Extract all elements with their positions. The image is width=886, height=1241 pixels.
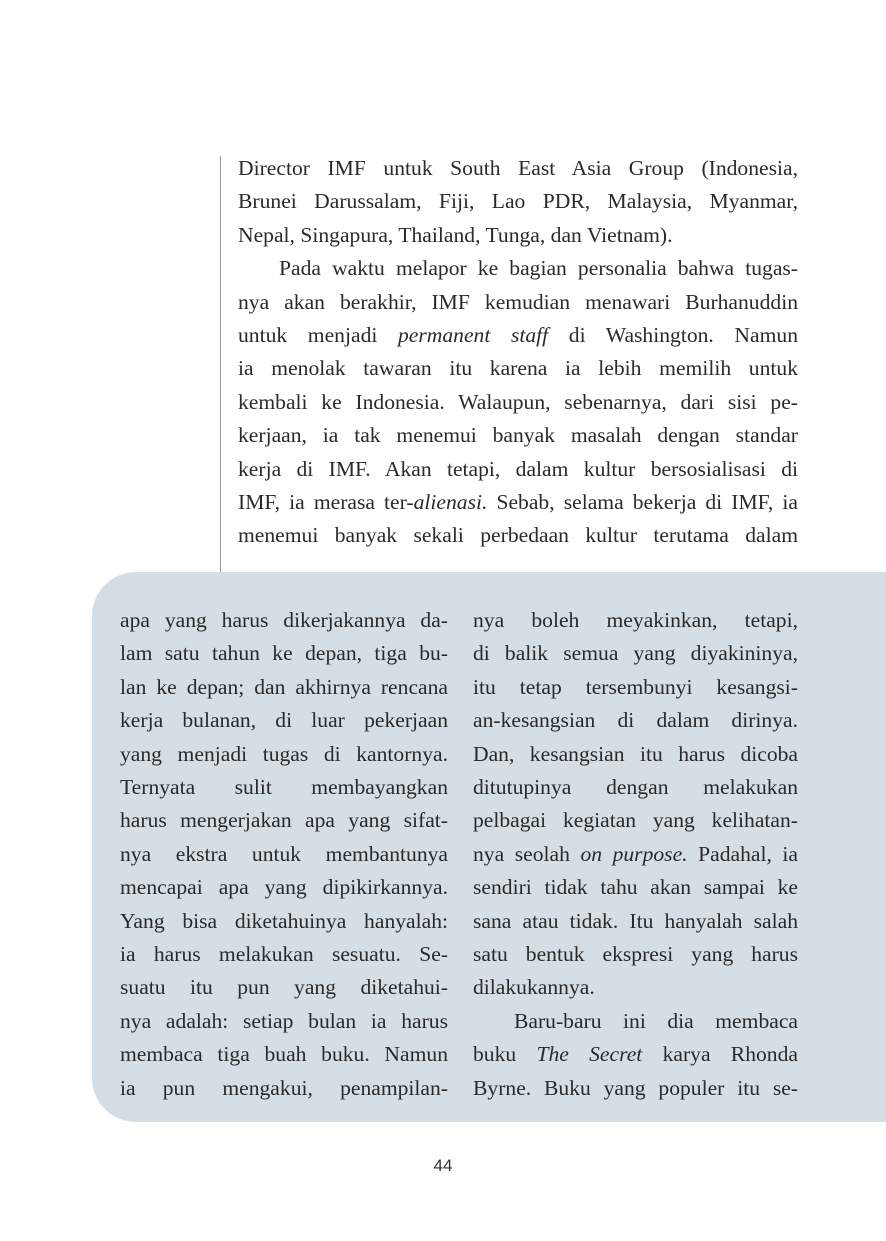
text-run: IMF, ia merasa ter- <box>238 490 414 515</box>
text-run: buku <box>473 1042 537 1067</box>
text-line <box>238 319 798 352</box>
text-line <box>473 1038 798 1071</box>
text-line: Yang bisa diketahuinya hanyalah: <box>120 908 448 933</box>
text-line: apa yang harus dikerjakannya da- <box>120 608 448 632</box>
text-line: satu bentuk ekspresi yang harus <box>473 942 798 967</box>
text-run: Padahal, ia <box>687 841 798 866</box>
text-line: Pada waktu melapor ke bagian personalia bahwa tugas- <box>279 256 798 281</box>
text-line: mencapai apa yang dipikirkannya. <box>120 875 448 900</box>
text-line: membaca tiga buah buku. Namun <box>120 1042 448 1067</box>
sidebar-left-column <box>120 604 448 1105</box>
text-line: dilakukannya. <box>473 975 595 1000</box>
text-line: itu tetap tersembunyi kesangsi- <box>473 674 798 699</box>
text-line: Baru-baru ini dia membaca <box>514 1008 798 1033</box>
text-line: ia menolak tawaran itu karena ia lebih memilih untuk <box>238 356 798 381</box>
text-line: kerja di IMF. Akan tetapi, dalam kultur bersosialisasi di <box>238 456 798 481</box>
sidebar-right-column <box>473 604 798 1105</box>
paragraph-2 <box>238 252 798 553</box>
text-line: suatu itu pun yang diketahui- <box>120 975 448 1000</box>
text-line: lam satu tahun ke depan, tiga bu- <box>120 641 448 666</box>
text-line: nya boleh meyakinkan, tetapi, <box>473 608 798 632</box>
paragraph-1 <box>238 152 798 252</box>
page-number: 44 <box>433 1156 453 1175</box>
text-line: Director IMF untuk South East Asia Group (Indonesia, <box>238 156 798 180</box>
text-line: lan ke depan; dan akhirnya rencana <box>120 674 448 699</box>
book-title: The Secret <box>536 1042 643 1067</box>
margin-rule <box>220 156 221 574</box>
text-line: Dan, kesangsian itu harus dicoba <box>473 741 798 766</box>
text-line: pelbagai kegiatan yang kelihatan- <box>473 808 798 833</box>
text-line: Nepal, Singapura, Thailand, Tunga, dan Vietnam). <box>238 222 673 247</box>
text-line: Ternyata sulit membayangkan <box>120 775 448 800</box>
text-line: Brunei Darussalam, Fiji, Lao PDR, Malaysia, Myanmar, <box>238 189 798 214</box>
text-line: ditutupinya dengan melakukan <box>473 775 798 800</box>
text-line <box>473 838 798 871</box>
text-line: kerja bulanan, di luar pekerjaan <box>120 708 448 733</box>
text-line: nya adalah: setiap bulan ia harus <box>120 1008 448 1033</box>
text-line: harus mengerjakan apa yang sifat- <box>120 808 448 833</box>
text-line: an-kesangsian di dalam dirinya. <box>473 708 798 733</box>
text-line: di balik semua yang diyakininya, <box>473 641 798 666</box>
text-line: nya ekstra untuk membantunya <box>120 841 448 866</box>
text-line: menemui banyak sekali perbedaan kultur terutama dalam <box>238 523 798 548</box>
text-line: yang menjadi tugas di kantornya. <box>120 741 448 766</box>
text-line: sendiri tidak tahu akan sampai ke <box>473 875 798 900</box>
main-text-block <box>238 152 798 553</box>
text-run: nya seolah <box>473 841 581 866</box>
text-line: sana atau tidak. Itu hanyalah salah <box>473 908 798 933</box>
text-run: di Washington. Namun <box>548 323 798 348</box>
text-line: Byrne. Buku yang populer itu se- <box>473 1075 798 1100</box>
italic-term: alienasi. <box>413 490 488 515</box>
text-line <box>238 486 798 519</box>
text-run: karya Rhonda <box>642 1042 798 1067</box>
text-run: Sebab, selama bekerja di IMF, ia <box>487 490 798 515</box>
text-line: ia harus melakukan sesuatu. Se- <box>120 942 448 967</box>
italic-term: on purpose. <box>580 841 688 866</box>
text-line: ia pun mengakui, penampilan- <box>120 1075 448 1100</box>
text-run: untuk menjadi <box>238 323 398 348</box>
italic-term: permanent staff <box>397 323 549 348</box>
text-line: nya akan berakhir, IMF kemudian menawari Burhanuddin <box>238 289 798 314</box>
text-line: kerjaan, ia tak menemui banyak masalah dengan standar <box>238 423 798 448</box>
text-line: kembali ke Indonesia. Walaupun, sebenarnya, dari sisi pe- <box>238 389 798 414</box>
